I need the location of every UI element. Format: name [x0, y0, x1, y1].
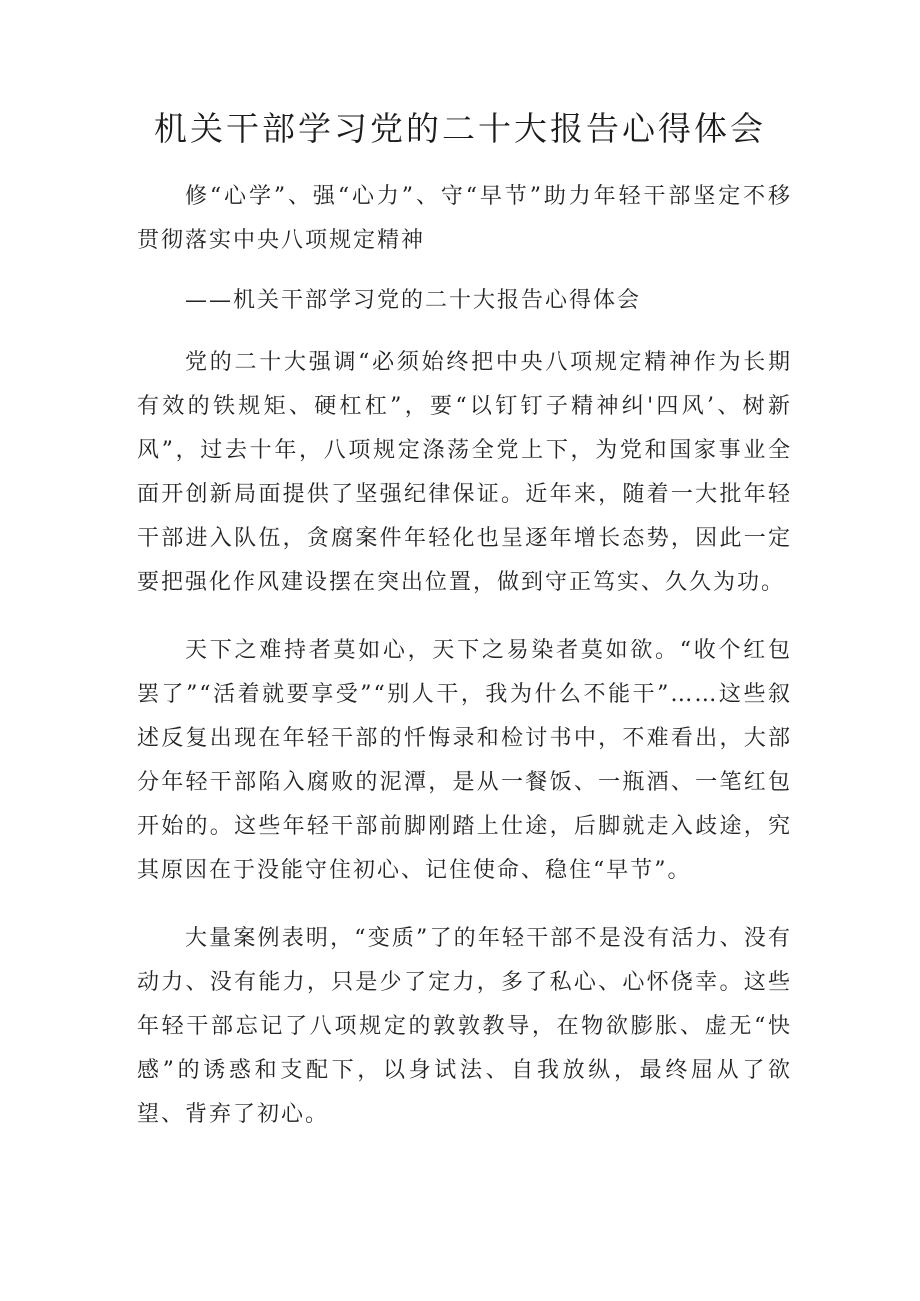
document-byline: ——机关干部学习党的二十大报告心得体会: [185, 288, 642, 313]
document-title: 机关干部学习党的二十大报告心得体会: [154, 109, 766, 148]
body-paragraph-2: 天下之难持者莫如心，天下之易染者莫如欲。“收个红包罢了”“活着就要享受”“别人干，我为什么不能干”……这些叙述反复出现在年轻干部的忏悔录和检讨书中，不难看出，大部分年轻干部陷入腐败的泥潭，是从一餐饭、一瓶酒、一笔红包开始的。这些年轻干部前脚刚踏上仕途，后脚就走入歧途，究其原因在于没能守住初心、记住使命、稳住“早节”。: [137, 638, 792, 883]
document-subtitle: 修“心学”、强“心力”、守“早节”助力年轻干部坚定不移贯彻落实中央八项规定精神: [137, 184, 792, 253]
body-paragraph-1: 党的二十大强调“必须始终把中央八项规定精神作为长期有效的铁规矩、硬杠杠”，要“以钉钉子精神纠'四风’、树新风”，过去十年，八项规定涤荡全党上下，为党和国家事业全面开创新局面提供了坚强纪律保证。近年来，随着一大批年轻干部进入队伍，贪腐案件年轻化也呈逐年增长态势，因此一定要把强化作风建设摆在突出位置，做到守正笃实、久久为功。: [137, 350, 792, 595]
document-body: [137, 175, 792, 1161]
body-paragraph-3: 大量案例表明，“变质”了的年轻干部不是没有活力、没有动力、没有能力，只是少了定力，多了私心、心怀侥幸。这些年轻干部忘记了八项规定的敦敦教导，在物欲膨胀、虚无“快感”的诱惑和支配下，以身试法、自我放纵，最终屈从了欲望、背弃了初心。: [137, 926, 792, 1127]
